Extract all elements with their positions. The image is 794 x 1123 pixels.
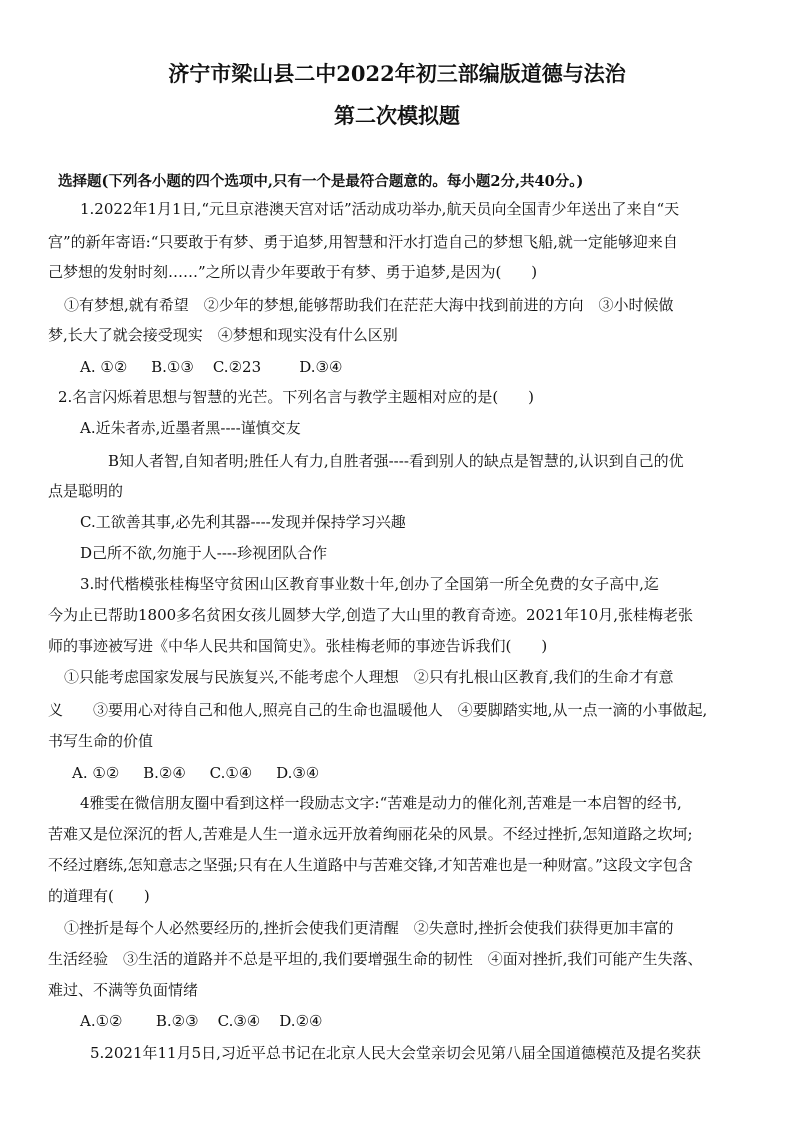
- q4-stem-line2: 苦难又是位深沉的哲人,苦难是人生一道永远开放着绚丽花朵的风景。不经过挫折,怎知道路之坎坷;: [48, 825, 693, 843]
- section-header: 选择题(下列各小题的四个选项中,只有一个是最符合题意的。每小题2分,共40分。): [58, 173, 584, 190]
- q3-stem-line2: 今为止已帮助1800多名贫困女孩儿圆梦大学,创造了大山里的教育奇迹。2021年10月,张桂梅老张: [48, 606, 693, 624]
- exam-title-line1: 济宁市梁山县二中2022年初三部编版道德与法治: [168, 61, 626, 86]
- q2-choice-b-line1: B知人者智,自知者明;胜任人有力,自胜者强----看到别人的缺点是智慧的,认识到自己的优: [108, 452, 684, 470]
- exam-title-line2: 第二次模拟题: [334, 103, 460, 128]
- q1-stem-line3: 己梦想的发射时刻……”之所以青少年要敢于有梦、勇于追梦,是因为( ): [48, 263, 538, 281]
- q1-statement-line2: 梦,长大了就会接受现实 ④梦想和现实没有什么区别: [48, 326, 398, 344]
- q1-stem-line1: 1.2022年1月1日,“元旦京港澳天宫对话”活动成功举办,航天员向全国青少年送出了来自“天: [80, 200, 680, 218]
- q3-options: A. ①② B.②④ C.①④ D.③④: [72, 764, 320, 782]
- q3-statement-line2: 义 ③要用心对待自己和他人,照亮自己的生命也温暖他人 ④要脚踏实地,从一点一滴的小事做起,: [48, 701, 708, 719]
- q2-choice-d: D己所不欲,勿施于人----珍视团队合作: [80, 544, 328, 562]
- q4-stem-line4: 的道理有( ): [48, 887, 150, 905]
- q2-choice-a: A.近朱者赤,近墨者黑----谨慎交友: [80, 419, 301, 437]
- q2-stem: 2.名言闪烁着思想与智慧的光芒。下列名言与教学主题相对应的是( ): [58, 388, 535, 406]
- q4-statement-line1: ①挫折是每个人必然要经历的,挫折会使我们更清醒 ②失意时,挫折会使我们获得更加丰富的: [64, 919, 674, 937]
- q3-stem-line1: 3.时代楷模张桂梅坚守贫困山区教育事业数十年,创办了全国第一所全免费的女子高中,迄: [80, 575, 659, 593]
- q3-statement-line3: 书写生命的价值: [48, 732, 154, 750]
- q4-options: A.①② B.②③ C.③④ D.②④: [80, 1012, 323, 1030]
- q1-options: A. ①② B.①③ C.②23 D.③④: [80, 358, 343, 376]
- q2-choice-c: C.工欲善其事,必先利其器----发现并保持学习兴趣: [80, 513, 406, 531]
- q1-statement-line1: ①有梦想,就有希望 ②少年的梦想,能够帮助我们在茫茫大海中找到前进的方向 ③小时候做: [64, 296, 674, 314]
- q1-stem-line2: 宫”的新年寄语:“只要敢于有梦、勇于追梦,用智慧和汗水打造自己的梦想飞船,就一定能够迎来自: [48, 233, 678, 251]
- q4-stem-line1: 4雅雯在微信朋友圈中看到这样一段励志文字:“苦难是动力的催化剂,苦难是一本启智的经书,: [80, 794, 682, 812]
- q3-stem-line3: 师的事迹被写进《中华人民共和国简史》。张桂梅老师的事迹告诉我们( ): [48, 637, 548, 655]
- q2-choice-b-line2: 点是聪明的: [48, 482, 124, 500]
- q3-statement-line1: ①只能考虑国家发展与民族复兴,不能考虑个人理想 ②只有扎根山区教育,我们的生命才有意: [64, 668, 674, 686]
- q4-statement-line3: 难过、不满等负面情绪: [48, 981, 199, 999]
- q4-statement-line2: 生活经验 ③生活的道路并不总是平坦的,我们要增强生命的韧性 ④面对挫折,我们可能产生失落、: [48, 950, 703, 968]
- q5-stem-line1: 5.2021年11月5日,习近平总书记在北京人民大会堂亲切会见第八届全国道德模范及提名奖获: [90, 1044, 701, 1062]
- q4-stem-line3: 不经过磨练,怎知意志之坚强;只有在人生道路中与苦难交锋,才知苦难也是一种财富。”这段文字包含: [48, 856, 693, 874]
